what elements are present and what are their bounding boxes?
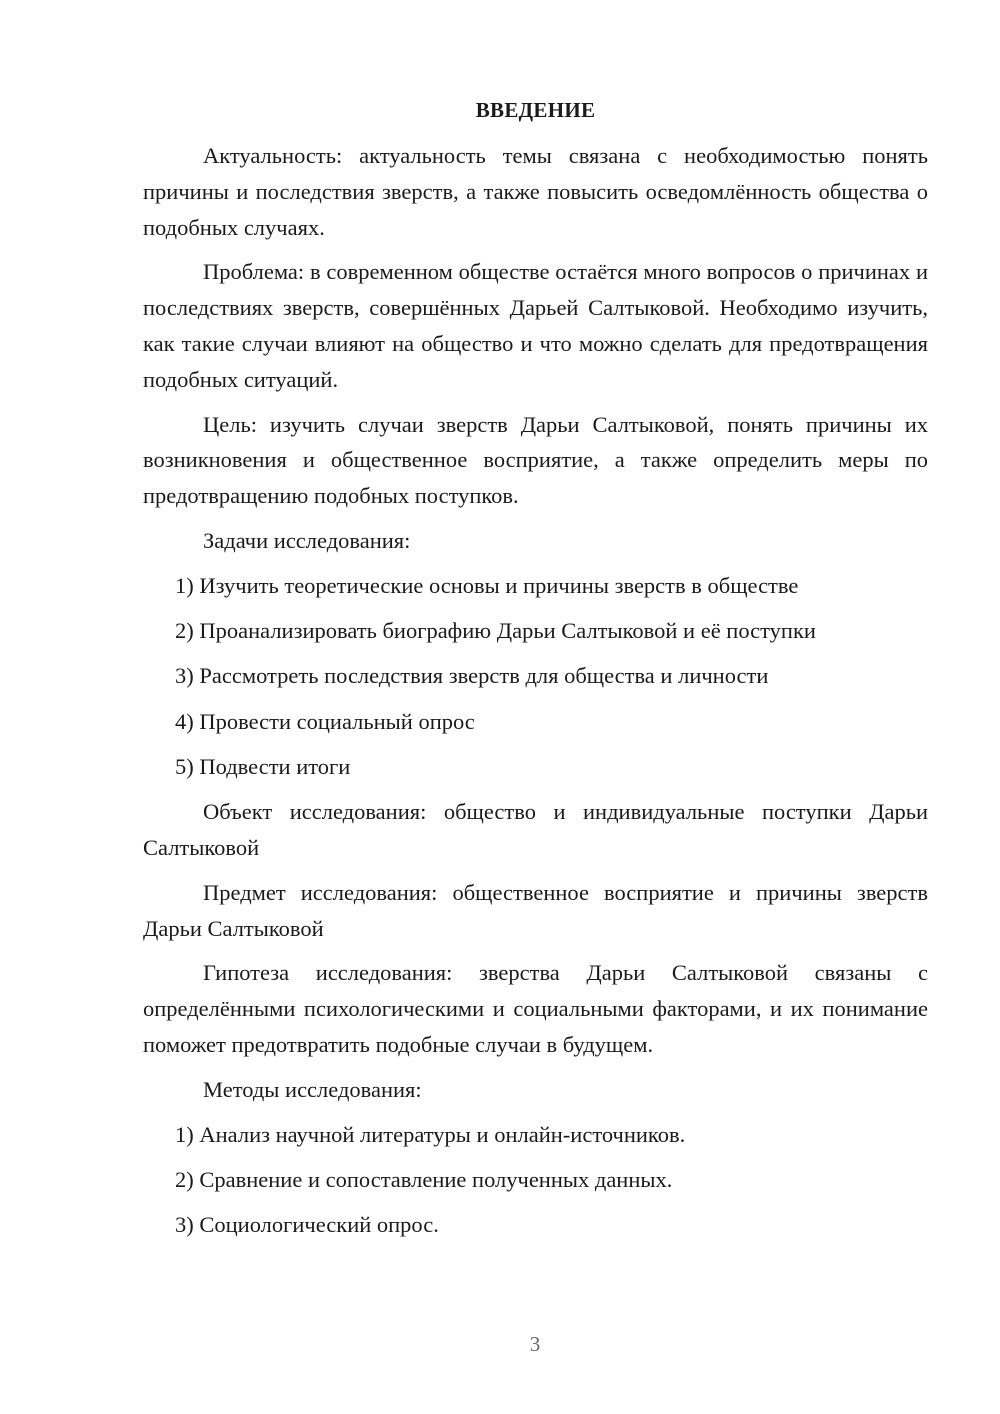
tasks-list bbox=[143, 568, 928, 785]
methods-list bbox=[143, 1117, 928, 1243]
task-item: 2) Проанализировать биографию Дарьи Салтыковой и её поступки bbox=[175, 618, 816, 644]
problem-paragraph: Проблема: в современном обществе остаётся много вопросов о причинах и последствиях зверств, совершённых Дарьей Салтыковой. Необходимо изучить, как такие случаи влияют на общество и что можно сделать для предотвращения подобных ситуаций. bbox=[143, 259, 928, 392]
method-item: 2) Сравнение и сопоставление полученных данных. bbox=[175, 1166, 673, 1192]
method-item: 3) Социологический опрос. bbox=[175, 1212, 439, 1238]
task-item: 5) Подвести итоги bbox=[175, 753, 351, 779]
task-item: 4) Провести социальный опрос bbox=[175, 708, 475, 734]
section-heading: ВВЕДЕНИЕ bbox=[475, 98, 596, 122]
subject-paragraph: Предмет исследования: общественное восприятие и причины зверств Дарьи Салтыковой bbox=[143, 879, 928, 941]
document-page bbox=[143, 92, 928, 1253]
tasks-heading: Задачи исследования: bbox=[203, 527, 411, 553]
hypothesis-paragraph: Гипотеза исследования: зверства Дарьи Салтыковой связаны с определёнными психологическими и социальными факторами, и их понимание поможет предотвратить подобные случаи в будущем. bbox=[143, 960, 928, 1058]
task-item: 1) Изучить теоретические основы и причины зверств в обществе bbox=[175, 572, 799, 598]
method-item: 1) Анализ научной литературы и онлайн-источников. bbox=[175, 1121, 686, 1147]
goal-paragraph: Цель: изучить случаи зверств Дарьи Салтыковой, понять причины их возникновения и общественное восприятие, а также определить меры по предотвращению подобных поступков. bbox=[143, 411, 928, 509]
methods-heading: Методы исследования: bbox=[203, 1076, 422, 1102]
relevance-paragraph: Актуальность: актуальность темы связана с необходимостью понять причины и последствия зверств, а также повысить осведомлённость общества о подобных случаях. bbox=[143, 143, 928, 240]
page-number: 3 bbox=[529, 1332, 541, 1356]
task-item: 3) Рассмотреть последствия зверств для общества и личности bbox=[175, 663, 769, 689]
object-paragraph: Объект исследования: общество и индивидуальные поступки Дарьи Салтыковой bbox=[143, 799, 928, 861]
